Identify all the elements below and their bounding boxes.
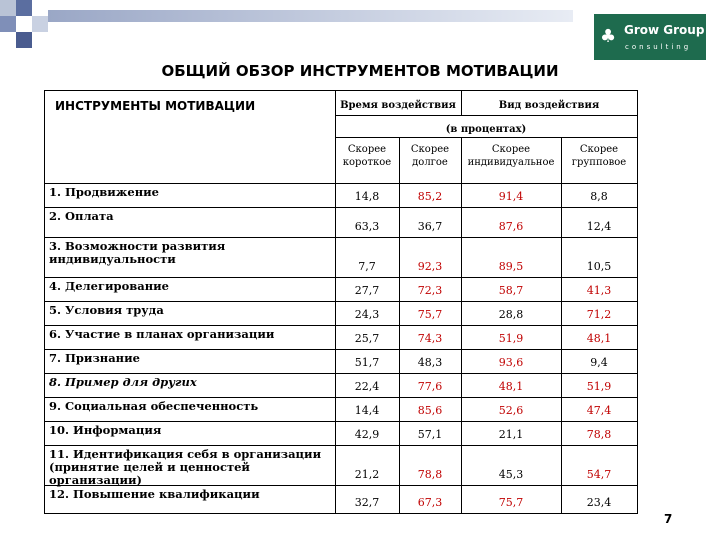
table-divider: [335, 137, 637, 138]
table-cell: 24,3: [354, 308, 380, 321]
page-number: 7: [664, 512, 673, 526]
row-label: 10. Информация: [49, 423, 162, 437]
header-group: Скорее групповое: [571, 144, 627, 168]
row-label: 6. Участие в планах организации: [49, 327, 275, 341]
table-cell: 57,1: [417, 428, 443, 441]
table-row-divider: [45, 301, 637, 302]
table-divider: [461, 91, 462, 115]
table-cell: 22,4: [354, 380, 380, 393]
table-cell: 75,7: [498, 496, 524, 509]
table-cell: 7,7: [358, 260, 376, 273]
table-cell: 27,7: [354, 284, 380, 297]
table-cell: 72,3: [417, 284, 443, 297]
page-title: ОБЩИЙ ОБЗОР ИНСТРУМЕНТОВ МОТИВАЦИИ: [161, 62, 559, 80]
table-row-divider: [45, 237, 637, 238]
row-label: 7. Признание: [49, 351, 140, 365]
table-cell: 74,3: [417, 332, 443, 345]
table-cell: 45,3: [498, 468, 524, 481]
table-cell: 58,7: [498, 284, 524, 297]
table-cell: 51,7: [354, 356, 380, 369]
table-cell: 85,6: [417, 404, 443, 417]
motivation-table: [44, 90, 638, 514]
table-row-divider: [45, 277, 637, 278]
table-cell: 89,5: [498, 260, 524, 273]
row-label: 12. Повышение квалификации: [49, 487, 260, 501]
table-cell: 47,4: [586, 404, 612, 417]
row-label: 3. Возможности развития индивидуальности: [49, 239, 226, 266]
row-label: 11. Идентификация себя в организации (принятие целей и ценностей организации): [49, 447, 322, 487]
table-row-divider: [45, 373, 637, 374]
table-cell: 10,5: [586, 260, 612, 273]
table-cell: 87,6: [498, 220, 524, 233]
decor-square: [0, 16, 16, 32]
tree-icon: ♣: [600, 26, 617, 47]
table-divider: [335, 91, 336, 513]
table-cell: 25,7: [354, 332, 380, 345]
table-cell: 48,1: [498, 380, 524, 393]
table-cell: 14,8: [354, 190, 380, 203]
table-cell: 75,7: [417, 308, 443, 321]
table-cell: 51,9: [586, 380, 612, 393]
decor-square: [32, 16, 48, 32]
table-row-divider: [45, 207, 637, 208]
header-individual: Скорее индивидуальное: [467, 144, 555, 168]
table-cell: 14,4: [354, 404, 380, 417]
table-cell: 85,2: [417, 190, 443, 203]
table-row-divider: [45, 183, 637, 184]
table-cell: 32,7: [354, 496, 380, 509]
table-cell: 48,3: [417, 356, 443, 369]
table-cell: 12,4: [586, 220, 612, 233]
header-time: Время воздействия: [340, 100, 456, 111]
table-divider: [335, 115, 637, 116]
header-instruments: ИНСТРУМЕНТЫ МОТИВАЦИИ: [55, 99, 256, 113]
decor-square: [16, 0, 32, 16]
table-cell: 67,3: [417, 496, 443, 509]
table-cell: 48,1: [586, 332, 612, 345]
table-cell: 93,6: [498, 356, 524, 369]
table-row-divider: [45, 349, 637, 350]
table-cell: 23,4: [586, 496, 612, 509]
table-cell: 77,6: [417, 380, 443, 393]
table-cell: 92,3: [417, 260, 443, 273]
header-percent: (в процентах): [445, 124, 527, 135]
table-cell: 42,9: [354, 428, 380, 441]
table-cell: 78,8: [417, 468, 443, 481]
table-cell: 78,8: [586, 428, 612, 441]
row-label: 5. Условия труда: [49, 303, 164, 317]
table-cell: 21,1: [498, 428, 524, 441]
logo-subtitle: consulting: [625, 43, 692, 51]
header-long: Скорее долгое: [410, 144, 450, 168]
header-type: Вид воздействия: [498, 100, 600, 111]
table-cell: 21,2: [354, 468, 380, 481]
table-cell: 28,8: [498, 308, 524, 321]
row-label: 1. Продвижение: [49, 185, 159, 199]
logo-name: Grow Group: [624, 23, 705, 37]
table-cell: 52,6: [498, 404, 524, 417]
row-label: 8. Пример для других: [49, 375, 197, 389]
row-label: 9. Социальная обеспеченность: [49, 399, 259, 413]
table-cell: 63,3: [354, 220, 380, 233]
decor-square: [16, 32, 32, 48]
row-label: 2. Оплата: [49, 209, 114, 223]
table-cell: 9,4: [590, 356, 608, 369]
table-row-divider: [45, 397, 637, 398]
table-row-divider: [45, 445, 637, 446]
table-cell: 51,9: [498, 332, 524, 345]
table-cell: 71,2: [586, 308, 612, 321]
decor-gradient-bar: [48, 10, 573, 22]
table-row-divider: [45, 325, 637, 326]
company-logo: [594, 14, 706, 60]
table-cell: 54,7: [586, 468, 612, 481]
table-cell: 41,3: [586, 284, 612, 297]
table-row-divider: [45, 421, 637, 422]
decor-square: [0, 0, 16, 16]
row-label: 4. Делегирование: [49, 279, 169, 293]
table-cell: 8,8: [590, 190, 608, 203]
table-cell: 91,4: [498, 190, 524, 203]
header-short: Скорее короткое: [342, 144, 392, 168]
table-cell: 36,7: [417, 220, 443, 233]
